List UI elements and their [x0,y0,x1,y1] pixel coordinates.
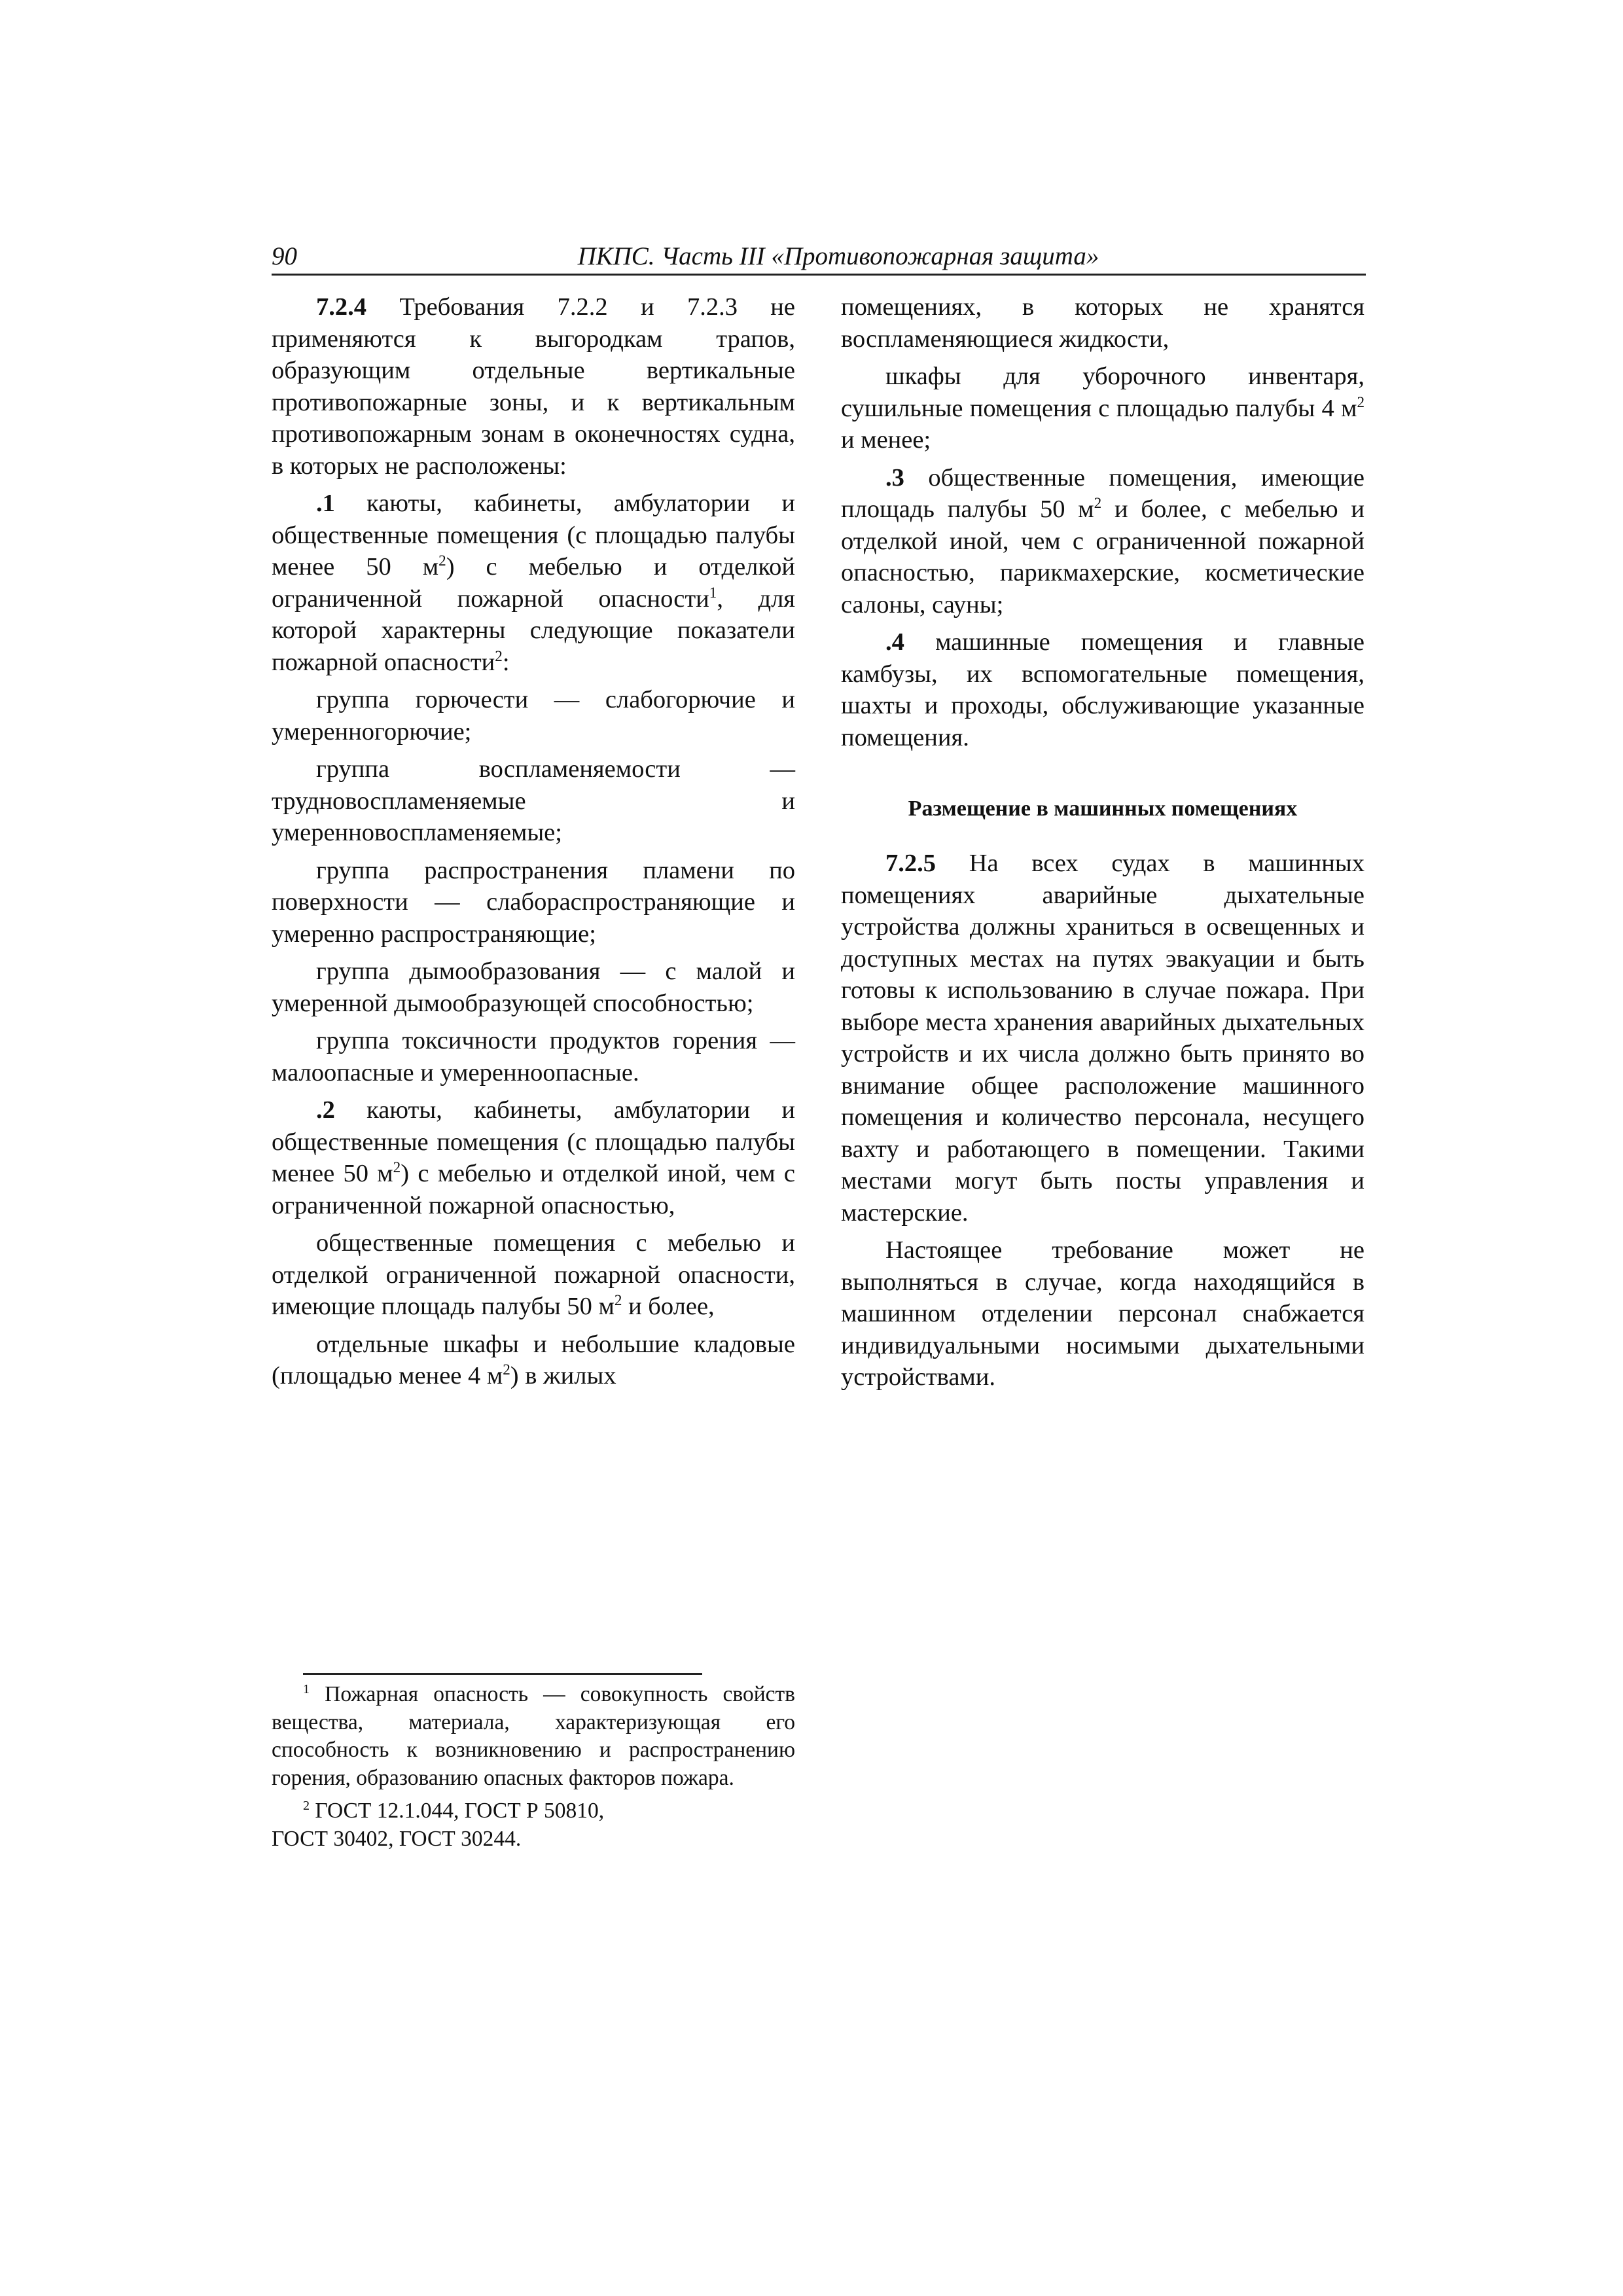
clause-number: 7.2.4 [316,293,366,321]
item-text: : [502,648,510,676]
superscript: 2 [503,1361,510,1378]
footnote-separator [303,1673,702,1675]
item-number: .4 [885,628,904,656]
footnote-2 [272,1797,795,1853]
left-column [272,291,795,1398]
item-number: .3 [885,463,904,492]
item-2 [272,1094,795,1221]
item-3 [841,462,1364,621]
running-title: ПКПС. Часть III «Противопожарная защита» [577,242,1099,270]
lockers-paragraph [272,1329,795,1392]
cabinets-paragraph [841,361,1364,456]
paragraph-text: ) в жилых [510,1362,616,1390]
running-header [272,243,1366,276]
item-text: общественные помещения, имеющие площадь палубы 50 м [841,463,1364,523]
superscript: 2 [438,552,446,569]
superscript: 2 [1094,494,1102,512]
superscript: 2 [393,1158,401,1176]
paragraph-7-2-4 [272,291,795,482]
clause-number: 7.2.5 [885,850,936,877]
footnote-mark: 1 [303,1681,310,1696]
item-4 [841,626,1364,753]
item-text: каюты, кабинеты, амбулатории и общественные помещения (с площадью палубы менее 50 м [272,490,795,581]
continued-paragraph: помещениях, в которых не хранятся воспламеняющиеся жидкости, [841,293,1364,353]
superscript: 2 [1357,393,1364,410]
footnote-text: Пожарная опасность — совокупность свойств вещества, материала, характеризующая его способность к возникновению и распространению горения, образованию опасных факторов пожара. [272,1682,795,1790]
group-smoke: группа дымообразования — с малой и умеренной дымообразующей способностью; [272,958,795,1017]
right-column [841,291,1364,1399]
section-heading: Размещение в машинных помещениях [908,797,1298,821]
page-number: 90 [272,242,297,270]
public-spaces-paragraph [272,1227,795,1323]
item-number: .2 [316,1096,335,1124]
item-text: и более, с мебелью и отделкой иной, чем с ограниченной пожарной опасностью, парикмахерские, косметические салоны, сауны; [841,495,1364,619]
footnote-text: ГОСТ 12.1.044, ГОСТ Р 50810, [310,1799,605,1823]
group-toxicity: группа токсичности продуктов горения — малоопасные и умеренноопасные. [272,1027,795,1086]
item-text: каюты, кабинеты, амбулатории и общественные помещения (с площадью палубы менее 50 м [272,1096,795,1187]
paragraph-text: На всех судах в машинных помещениях аварийные дыхательные устройства должны храниться в освещенных и доступных местах на путях эвакуации и быть готовы к использованию в случае пожара. При выборе места хранения аварийных дыхательных устройств и их числа должно быть принято во внимание общее расположение машинного помещения и количество персонала, несущего вахту и работающего в помещении. Такими местами могут быть посты управления и мастерские. [841,850,1364,1227]
paragraph-text: общественные помещения с мебелью и отделкой ограниченной пожарной опасности, имеющие площадь палубы 50 м [272,1229,795,1320]
footnote-1 [272,1681,795,1792]
item-text: ) с мебелью и отделкой иной, чем с ограниченной пожарной опасностью, [272,1160,795,1219]
footnote-text-continued: ГОСТ 30402, ГОСТ 30244. [272,1826,522,1851]
group-flame-spread: группа распространения пламени по поверхности — слабораспространяющие и умеренно распространяющие; [272,856,795,948]
footnote-ref: 1 [709,583,717,601]
item-text: машинные помещения и главные камбузы, их вспомогательные помещения, шахты и проходы, обслуживающие указанные помещения. [841,628,1364,751]
footnotes [272,1681,795,1858]
item-text: ) с мебелью и отделкой ограниченной пожарной опасности [272,553,795,613]
group-ignitability: группа воспламеняемости — трудновоспламеняемые и умеренновоспламеняемые; [272,755,795,846]
group-flammability: группа горючести — слабогорючие и умеренногорючие; [272,686,795,745]
superscript: 2 [614,1291,622,1309]
exemption-paragraph: Настоящее требование может не выполняться в случае, когда находящийся в машинном отделении персонал снабжается индивидуальными носимыми дыхательными устройствами. [841,1236,1364,1391]
footnote-ref: 2 [495,647,503,664]
paragraph-text: и менее; [841,426,931,454]
item-text: , для которой характерны следующие показатели пожарной опасности [272,584,795,676]
paragraph-text: Требования 7.2.2 и 7.2.3 не применяются к выгородкам трапов, образующим отдельные вертикальные противопожарные зоны, и к вертикальным противопожарным зонам в оконечностях судна, в которых не расположены: [272,293,795,480]
paragraph-7-2-5 [841,848,1364,1229]
item-number: .1 [316,490,335,517]
footnote-mark: 2 [303,1798,310,1813]
paragraph-text: отдельные шкафы и небольшие кладовые (площадью менее 4 м [272,1330,795,1390]
item-1 [272,488,795,678]
paragraph-text: шкафы для уборочного инвентаря, сушильные помещения с площадью палубы 4 м [841,363,1364,422]
paragraph-text: и более, [622,1293,715,1320]
